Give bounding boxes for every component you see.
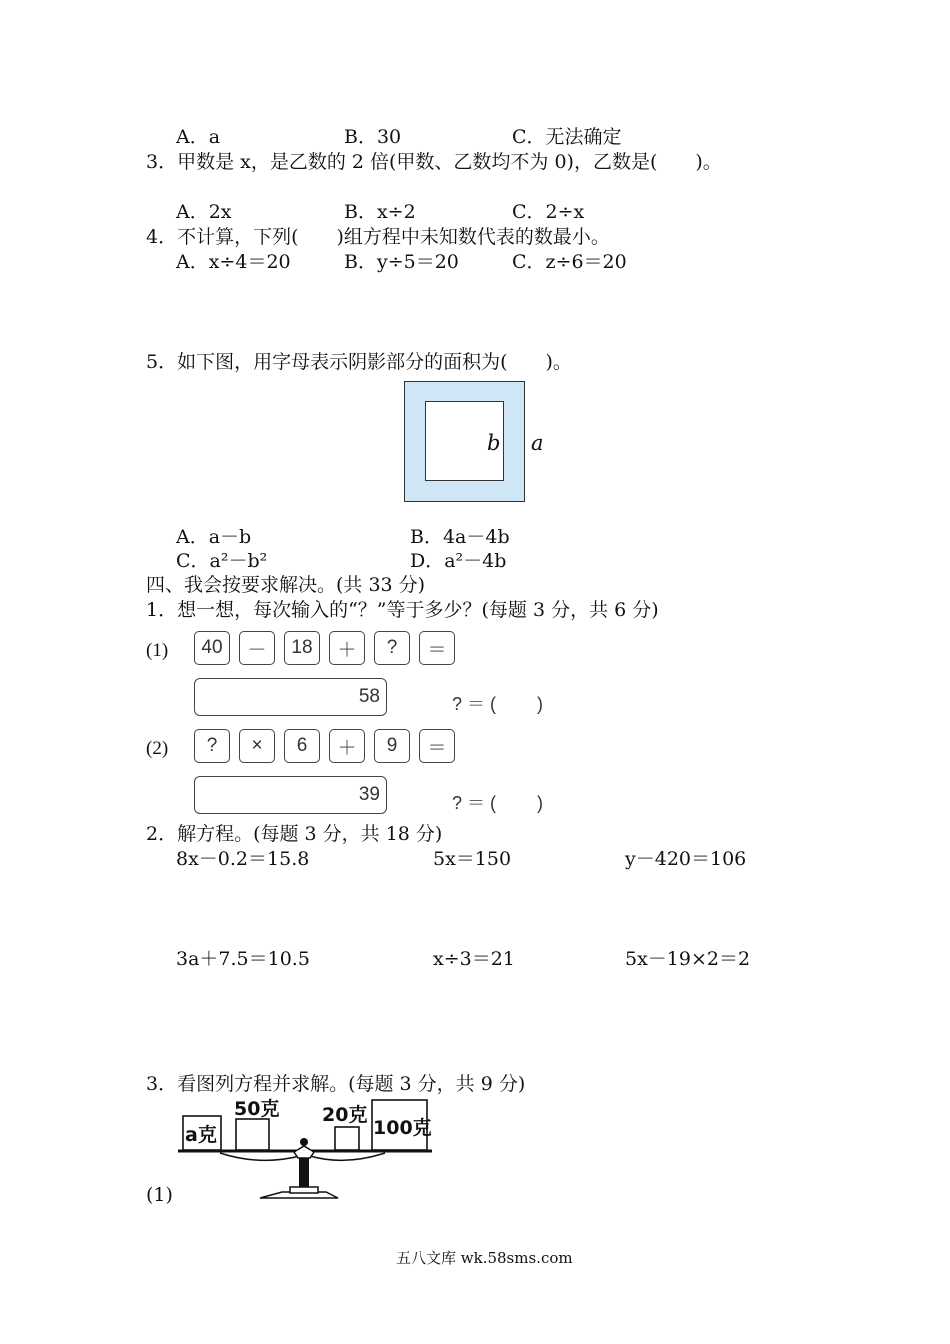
part1-label: (1) (146, 640, 169, 661)
balance-scale-figure (170, 1094, 440, 1206)
equation: y－420＝106 (625, 848, 747, 870)
part2-label: (2) (146, 738, 169, 759)
weight-100: 100克 (373, 1117, 432, 1139)
footer-text: 五八文库 wk.58sms.com (396, 1249, 573, 1267)
q2-option-a: A．a (176, 126, 221, 148)
section-title: 四、我会按要求解决。(共 33 分) (146, 574, 426, 596)
q3-option-b: B．x÷2 (344, 201, 416, 223)
equation: 5x－19×2＝2 (625, 948, 751, 970)
equation: x÷3＝21 (433, 948, 515, 970)
q2-option-c: C．无法确定 (512, 126, 622, 148)
q5-option-c: C．a²－b² (176, 550, 268, 572)
key-box: 6 (284, 729, 320, 763)
s4q3-part1-label: (1) (146, 1184, 173, 1206)
q5-option-a: A．a－b (176, 526, 252, 548)
equation: 8x－0.2＝15.8 (176, 848, 310, 870)
s4q3-stem: 3．看图列方程并求解。(每题 3 分，共 9 分) (146, 1073, 526, 1095)
q5-stem: 5．如下图，用字母表示阴影部分的面积为( )。 (146, 351, 572, 373)
q4-option-a: A．x÷4＝20 (176, 251, 291, 273)
s4q1-stem: 1．想一想，每次输入的“？”等于多少？(每题 3 分，共 6 分) (146, 599, 659, 621)
side-label-a: a (531, 431, 544, 455)
q5-option-d: D．a²－4b (410, 550, 507, 572)
key-box: ? (374, 631, 410, 665)
q3-option-a: A．2x (176, 201, 232, 223)
weight-20: 20克 (322, 1104, 368, 1126)
result-display: 39 (194, 776, 387, 814)
key-box: 40 (194, 631, 230, 665)
q3-stem: 3．甲数是 x，是乙数的 2 倍(甲数、乙数均不为 0)，乙数是( )。 (146, 151, 722, 173)
weight-50: 50克 (234, 1098, 280, 1120)
s4q2-stem: 2．解方程。(每题 3 分，共 18 分) (146, 823, 443, 845)
key-box: 9 (374, 729, 410, 763)
equation: 3a＋7.5＝10.5 (176, 948, 310, 970)
key-box: ＋ (329, 631, 365, 665)
q2-option-b: B．30 (344, 126, 402, 148)
key-box: ＝ (419, 631, 455, 665)
key-box: － (239, 631, 275, 665)
side-label-b: b (487, 431, 501, 455)
q4-stem: 4．不计算，下列( )组方程中未知数代表的数最小。 (146, 226, 610, 248)
key-box: × (239, 729, 275, 763)
answer-blank: ? ＝ ( ) (452, 694, 544, 714)
equation: 5x＝150 (433, 848, 512, 870)
q4-option-c: C．z÷6＝20 (512, 251, 627, 273)
weight-a: a克 (185, 1124, 217, 1146)
q3-option-c: C．2÷x (512, 201, 585, 223)
q4-option-b: B．y÷5＝20 (344, 251, 459, 273)
key-box: ? (194, 729, 230, 763)
result-display: 58 (194, 678, 387, 716)
q5-option-b: B．4a－4b (410, 526, 510, 548)
key-box: ＋ (329, 729, 365, 763)
answer-blank: ? ＝ ( ) (452, 793, 544, 813)
key-box: 18 (284, 631, 320, 665)
key-box: ＝ (419, 729, 455, 763)
